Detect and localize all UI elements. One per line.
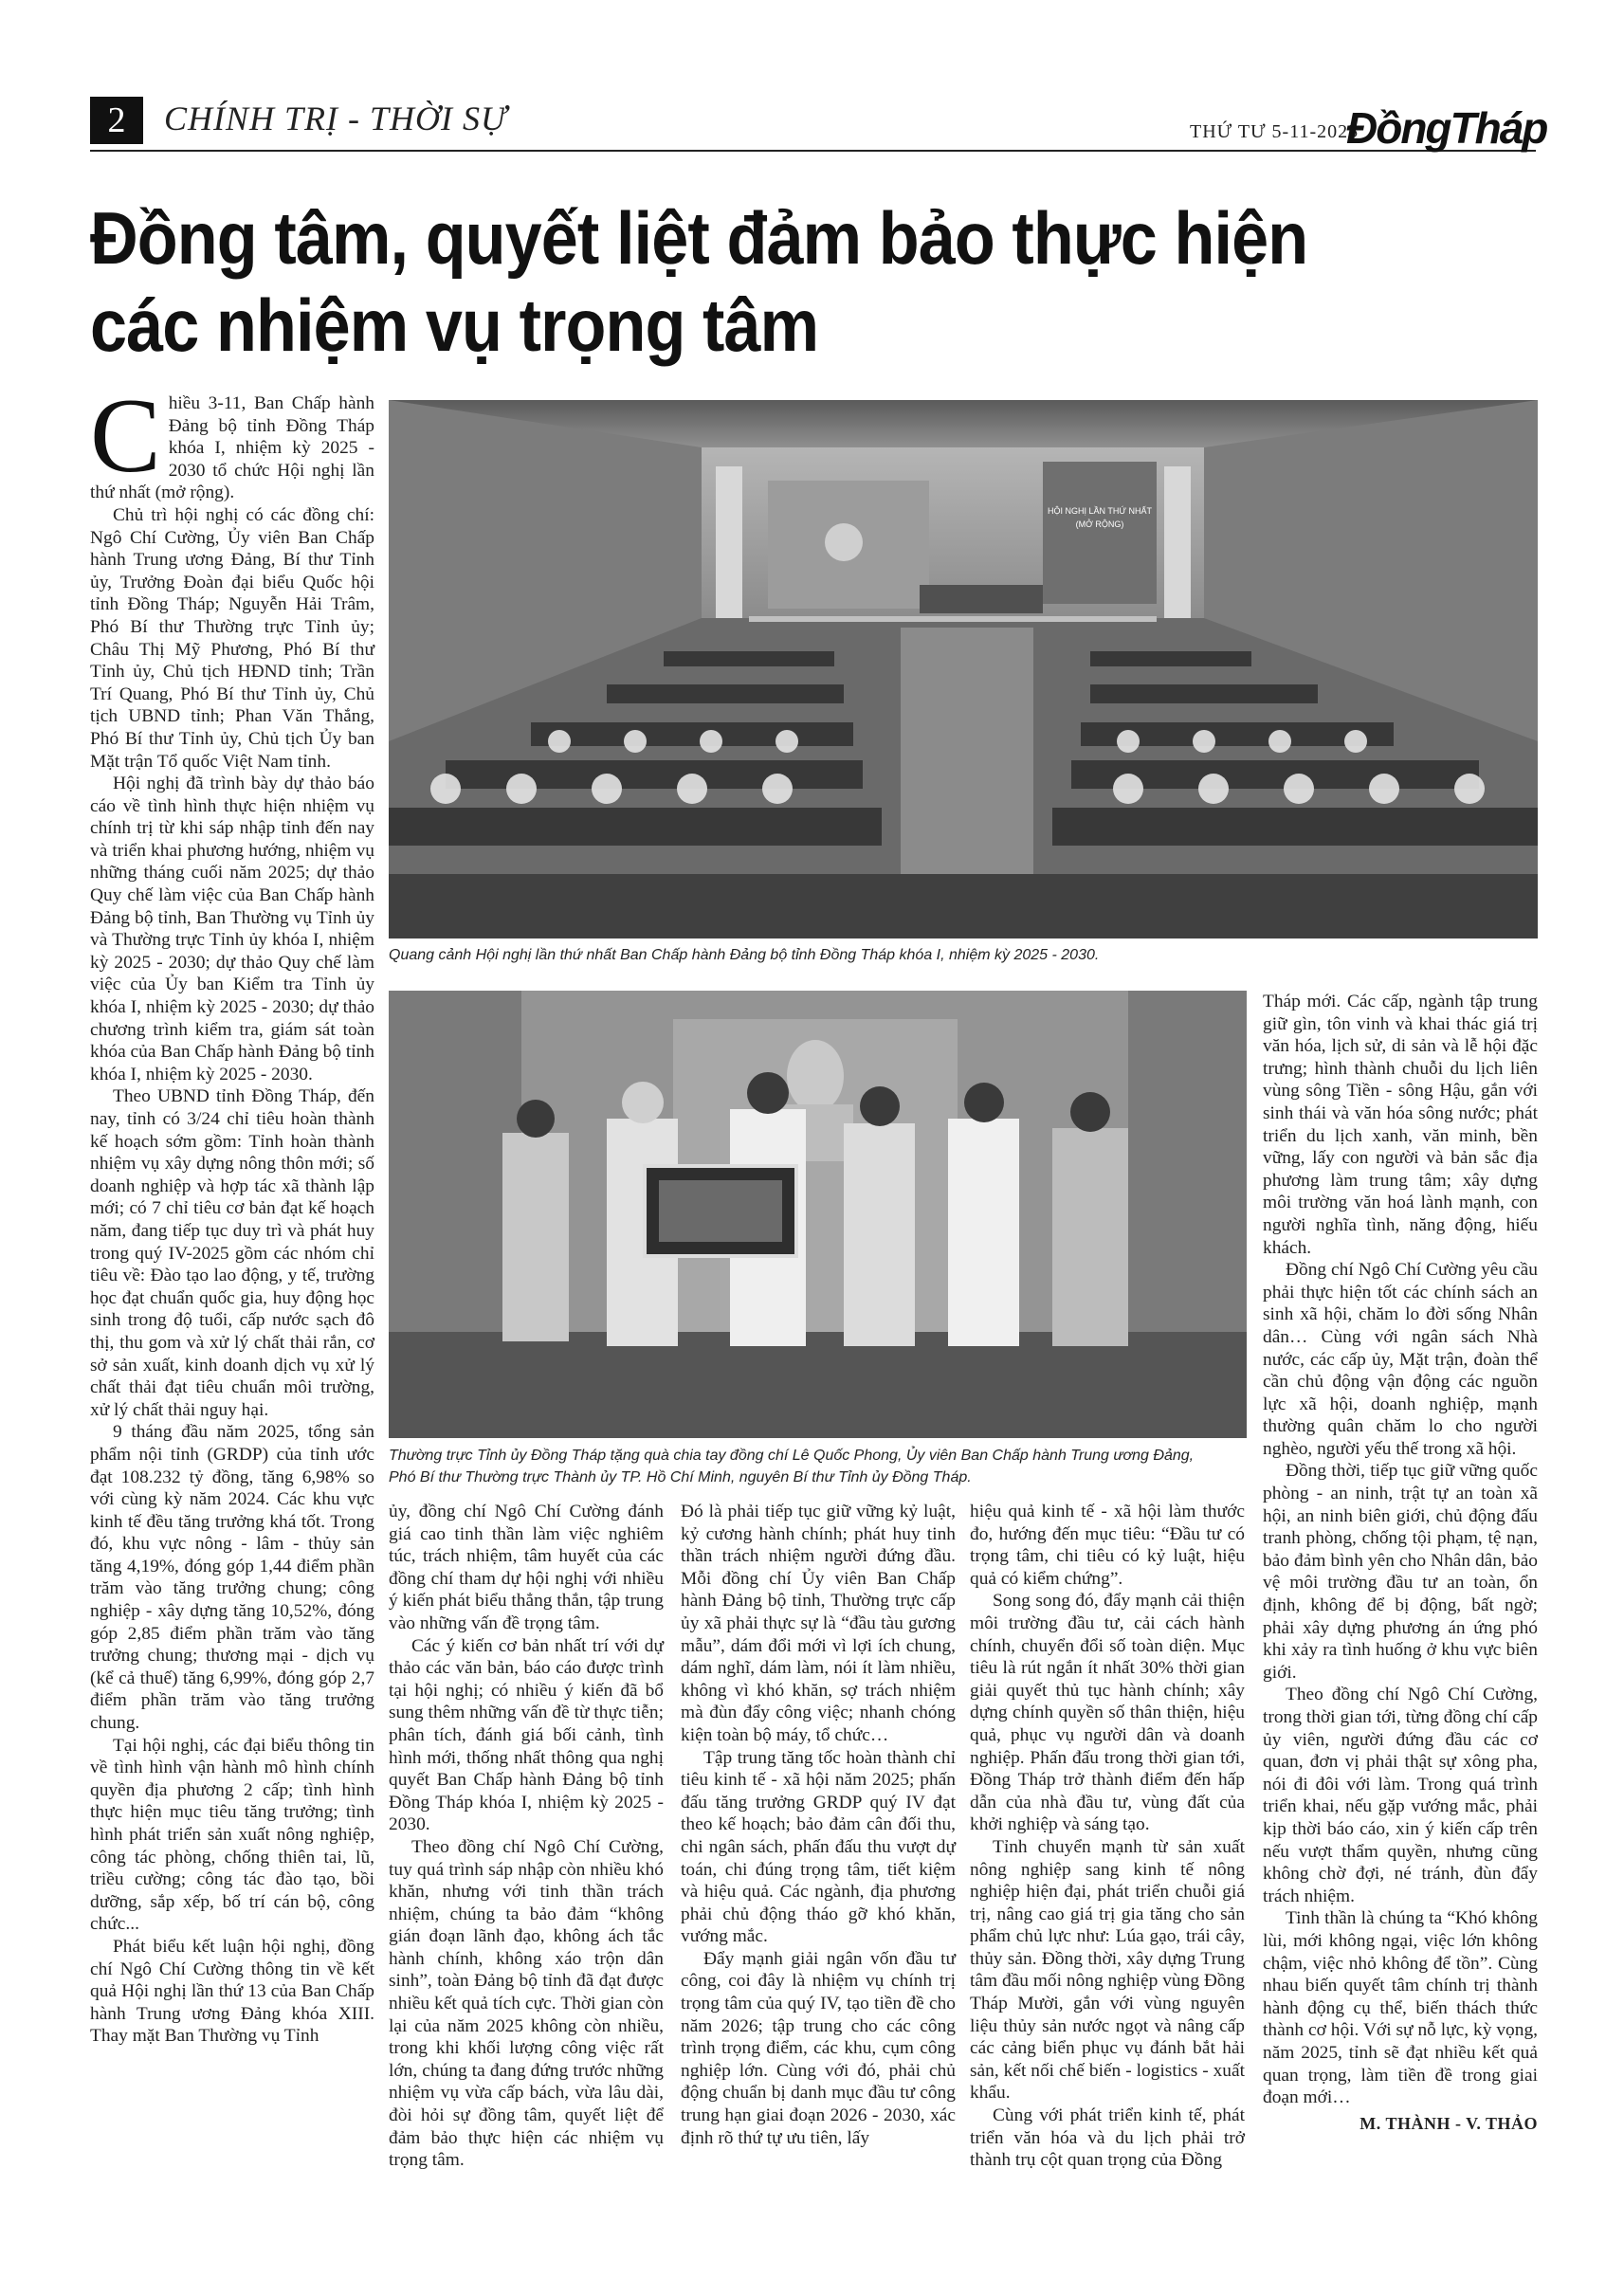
gift-presentation-image — [389, 991, 1247, 1438]
lead-text: hiều 3-11, Ban Chấp hành Đảng bộ tỉnh Đồng Tháp khóa I, nhiệm kỳ 2025 - 2030 tổ chức Hội nghị lần thứ nhất (mở rộng). — [90, 393, 374, 503]
gift-caption-line-1: Thường trực Tỉnh ủy Đồng Tháp tặng quà chia tay đồng chí Lê Quốc Phong, Ủy viên Ban Chấp hành Trung ương Đảng, — [389, 1448, 1195, 1464]
paragraph: Phát biểu kết luận hội nghị, đồng chí Ngô Chí Cường thông tin về kết quả Hội nghị lần thứ 13 của Ban Chấp hành Trung ương Đảng khóa XIII. Thay mặt Ban Thường vụ Tỉnh — [90, 1936, 374, 2047]
conference-photo-caption: Quang cảnh Hội nghị lần thứ nhất Ban Chấp hành Đảng bộ tỉnh Đồng Tháp khóa I, nhiệm kỳ 2025 - 2030. — [389, 947, 1100, 963]
paragraph: hiệu quả kinh tế - xã hội làm thước đo, hướng đến mục tiêu: “Đầu tư có trọng tâm, chi tiêu có kỷ luật, hiệu quả có kiểm chứng”. — [970, 1502, 1245, 1589]
paragraph: Chủ trì hội nghị có các đồng chí: Ngô Chí Cường, Ủy viên Ban Chấp hành Trung ương Đảng, Bí thư Tỉnh ủy, Trưởng Đoàn đại biểu Quốc hội tỉnh Đồng Tháp; Nguyễn Hải Trâm, Phó Bí thư Thường trực Tỉnh ủy; Châu Thị Mỹ Phương, Phó Bí thư Tỉnh ủy, Chủ tịch HĐND tỉnh; Trần Trí Quang, Phó Bí thư Tỉnh ủy, Chủ tịch UBND tỉnh; Phan Văn Thắng, Phó Bí thư Tỉnh ủy, Chủ tịch Ủy ban Mặt trận Tổ quốc Việt Nam tỉnh. — [90, 504, 374, 772]
page-header — [90, 95, 1547, 153]
article-column-2 — [389, 1501, 664, 2172]
paragraph: Theo UBND tỉnh Đồng Tháp, đến nay, tỉnh có 3/24 chỉ tiêu hoàn thành kế hoạch sớm gồm: Tỉnh hoàn thành nhiệm vụ xây dựng nông thôn mới; số doanh nghiệp và hợp tác xã thành lập mới; có 7 chỉ tiêu cơ bản đạt kế hoạch năm, đang tiếp tục duy trì và phát huy trong quý IV-2025 gồm các nhóm chỉ tiêu về: Đào tạo lao động, y tế, trường học đạt chuẩn quốc gia, huy động học sinh trong độ tuổi, cấp nước sạch đô thị, thu gom và xử lý chất thải rắn, cơ sở sản xuất, kinh doanh dịch vụ xử lý chất thải đạt tiêu chuẩn môi trường, xử lý chất thải nguy hại. — [90, 1086, 374, 1420]
paragraph: Tại hội nghị, các đại biểu thông tin về tình hình vận hành mô hình chính quyền địa phương 2 cấp; tình hình thực hiện mục tiêu tăng trưởng; tình hình phát triển sản xuất nông nghiệp, công tác phòng, chống thiên tai, lũ, triều cường; công tác đào tạo, bồi dưỡng, sắp xếp, bố trí cán bộ, công chức... — [90, 1735, 374, 1935]
paragraph: Đó là phải tiếp tục giữ vững kỷ luật, kỷ cương hành chính; phát huy tinh thần trách nhiệm người đứng đầu. Mỗi đồng chí Ủy viên Ban Chấp hành Đảng bộ tỉnh, Thường trực cấp ủy xã phải thực sự là “đầu tàu gương mẫu”, dám đổi mới vì lợi ích chung, dám nghĩ, dám làm, nói ít làm nhiều, không vì khó khăn, sợ trách nhiệm mà đùn đẩy công việc; nhanh chóng kiện toàn bộ máy, tổ chức… — [681, 1502, 956, 1745]
gift-photo-caption — [389, 1445, 1247, 1488]
paragraph: 9 tháng đầu năm 2025, tổng sản phẩm nội tỉnh (GRDP) của tỉnh ước đạt 108.232 tỷ đồng, tăng 6,98% so với cùng kỳ năm 2024. Các khu vực kinh tế đều tăng trưởng khá tốt. Trong đó, khu vực nông - lâm - thủy sản tăng 4,19%, đóng góp 1,44 điểm phần trăm vào tăng trưởng chung; công nghiệp - xây dựng tăng 10,52%, đóng góp 2,85 điểm phần trăm vào tăng trưởng chung; thương mại - dịch vụ (kể cả thuế) tăng 6,99%, đóng góp 2,7 điểm phần trăm vào tăng trưởng chung. — [90, 1422, 374, 1734]
section-name: CHÍNH TRỊ - THỜI SỰ — [164, 100, 508, 137]
paragraph: Cùng với phát triển kinh tế, phát triển văn hóa và du lịch phải trở thành trụ cột quan trọng của Đồng — [970, 2105, 1245, 2171]
paragraph: Các ý kiến cơ bản nhất trí với dự thảo các văn bản, báo cáo được trình tại hội nghị; có nhiều ý kiến đã bổ sung thêm những vấn đề từ thực tiễn; phân tích, đánh giá bối cảnh, tình hình mới, thống nhất thông qua nghị quyết Ban Chấp hành Đảng bộ tỉnh Đồng Tháp khóa I, nhiệm kỳ 2025 - 2030. — [389, 1635, 664, 1835]
article-column-1 — [90, 377, 374, 2048]
headline-line-1: Đồng tâm, quyết liệt đảm bảo thực hiện — [90, 196, 1308, 280]
author-byline: M. THÀNH - V. THẢO — [1359, 2113, 1538, 2133]
paragraph: ủy, đồng chí Ngô Chí Cường đánh giá cao tinh thần làm việc nghiêm túc, trách nhiệm, tâm huyết của các đồng chí tham dự hội nghị với nhiều ý kiến phát biểu thẳng thắn, tập trung vào những vấn đề trọng tâm. — [389, 1502, 664, 1633]
paragraph: Theo đồng chí Ngô Chí Cường, tuy quá trình sáp nhập còn nhiều khó khăn, nhưng với tinh thần trách nhiệm, chúng ta bảo đảm “không gián đoạn lãnh đạo, không ách tắc hành chính, không xáo trộn dân sinh”, toàn Đảng bộ tỉnh đã đạt được nhiều kết quả tích cực. Thời gian còn lại của năm 2025 không còn nhiều, trong khi khối lượng công việc rất lớn, chúng ta đang đứng trước những nhiệm vụ vừa cấp bách, vừa lâu dài, đòi hỏi sự đồng tâm, quyết liệt để đảm bảo thực hiện các nhiệm vụ trọng tâm. — [389, 1836, 664, 2171]
gift-presentation-photo — [389, 991, 1247, 1438]
gift-caption-line-2: Phó Bí thư Thường trực Thành ủy TP. Hồ Chí Minh, nguyên Bí thư Tỉnh ủy Đồng Tháp. — [389, 1469, 972, 1485]
paragraph: Tinh thần là chúng ta “Khó không lùi, mới không ngại, việc lớn không chậm, việc nhỏ không để tồn”. Cùng nhau biến quyết tâm chính trị thành hành động cụ thể, biến thách thức thành cơ hội. Với sự nỗ lực, kỳ vọng, năm 2025, tỉnh sẽ đạt nhiều kết quả quan trọng, làm tiền đề trong giai đoạn mới… — [1263, 1908, 1538, 2108]
hall-banner-line-2: (MỞ RỘNG) — [1075, 519, 1124, 529]
article-column-3 — [681, 1501, 956, 2149]
headline-line-2: các nhiệm vụ trọng tâm — [90, 283, 819, 367]
paragraph: Đẩy mạnh giải ngân vốn đầu tư công, coi đây là nhiệm vụ chính trị trọng tâm của quý IV, tạo tiền đề cho năm 2026; tập trung cho các công trình trọng điểm, các khu, cụm công nghiệp lớn. Cùng với đó, phải chủ động chuẩn bị danh mục đầu tư công trung hạn giai đoạn 2026 - 2030, xác định rõ thứ tự ưu tiên, lấy — [681, 1948, 956, 2148]
drop-cap: C — [90, 377, 161, 495]
headline — [90, 194, 1396, 369]
page-number: 2 — [90, 97, 143, 144]
paragraph: Đồng thời, tiếp tục giữ vững quốc phòng - an ninh, trật tự an toàn xã hội, an ninh biên giới, chủ động đấu tranh phòng, chống tội phạm, tệ nạn, bảo đảm bình yên cho Nhân dân, bảo vệ môi trường đầu tư an toàn, ổn định, không để bị động, bất ngờ; phải xây dựng phương án ứng phó khi xảy ra tình huống ở khu vực biên giới. — [1263, 1461, 1538, 1683]
paragraph: Tỉnh chuyển mạnh từ sản xuất nông nghiệp sang kinh tế nông nghiệp hiện đại, phát triển chuỗi giá trị, nâng cao giá trị gia tăng cho sản phẩm chủ lực như: Lúa gạo, trái cây, thủy sản. Đồng thời, xây dựng Trung tâm đầu mối nông nghiệp vùng Đồng Tháp Mười, gắn với vùng nguyên liệu thủy sản nước ngọt và nâng cấp các cảng biển phục vụ đánh bắt hải sản, kết nối chế biến - logistics - xuất khẩu. — [970, 1836, 1245, 2104]
paragraph: Hội nghị đã trình bày dự thảo báo cáo về tình hình thực hiện nhiệm vụ chính trị từ khi sáp nhập tỉnh đến nay và triển khai phương hướng, nhiệm vụ những tháng cuối năm 2025; dự thảo Quy chế làm việc của Ban Chấp hành Đảng bộ tỉnh, Ban Thường vụ Tỉnh ủy và Thường trực Tỉnh ủy khóa I, nhiệm kỳ 2025 - 2030; dự thảo Quy chế làm việc của Ủy ban Kiểm tra Tỉnh ủy khóa I, nhiệm kỳ 2025 - 2030; dự thảo chương trình kiểm tra, giám sát toàn khóa của Ban Chấp hành Đảng bộ tỉnh khóa I, nhiệm kỳ 2025 - 2030. — [90, 774, 374, 1084]
conference-hall-image — [389, 400, 1538, 938]
hall-banner-line-1: HỘI NGHỊ LẦN THỨ NHẤT — [1047, 506, 1153, 516]
paragraph: Tháp mới. Các cấp, ngành tập trung giữ gìn, tôn vinh và khai thác giá trị văn hóa, lịch sử, di sản và lễ hội đặc trưng; hình thành chuỗi du lịch liên vùng sông Tiền - sông Hậu, gắn với sinh thái và văn hóa sông nước; phát triển du lịch xanh, văn minh, bền vững, lấy con người và bản sắc địa phương làm trung tâm; xây dựng môi trường văn hoá lành mạnh, con người nghĩa tình, năng động, hiếu khách. — [1263, 992, 1538, 1258]
paragraph: Tập trung tăng tốc hoàn thành chỉ tiêu kinh tế - xã hội năm 2025; phấn đấu tăng trưởng GRDP quý IV đạt theo kế hoạch; bảo đảm cân đối thu, chi ngân sách, phấn đấu thu vượt dự toán, chi đúng trọng tâm, tiết kiệm và hiệu quả. Các ngành, địa phương phải chủ động tháo gỡ khó khăn, vướng mắc. — [681, 1747, 956, 1947]
paragraph: Theo đồng chí Ngô Chí Cường, trong thời gian tới, từng đồng chí cấp ủy viên, người đứng đầu các cơ quan, đơn vị phải thật sự xông pha, nói đi đôi với làm. Trong quá trình triển khai, nếu gặp vướng mắc, phải kịp thời báo cáo, xin ý kiến cấp trên nếu vượt thẩm quyền, nhưng cũng không chờ đợi, né tránh, đùn đẩy trách nhiệm. — [1263, 1685, 1538, 1906]
masthead-logo: ĐồngTháp — [1346, 103, 1547, 153]
lead-paragraph — [90, 377, 374, 504]
issue-date: THỨ TƯ 5-11-2025 — [1190, 121, 1359, 142]
article-column-4 — [970, 1501, 1245, 2172]
conference-hall-photo — [389, 400, 1538, 938]
article-column-5 — [1263, 991, 1538, 2135]
paragraph: Đồng chí Ngô Chí Cường yêu cầu phải thực hiện tốt các chính sách an sinh xã hội, chăm lo đời sống Nhân dân… Cùng với ngân sách Nhà nước, các cấp ủy, Mặt trận, đoàn thể cần chủ động vận động các nguồn lực xã hội, doanh nghiệp, mạnh thường quân chăm lo cho người nghèo, người yếu thế trong xã hội. — [1263, 1260, 1538, 1459]
paragraph: Song song đó, đẩy mạnh cải thiện môi trường đầu tư, cải cách hành chính, chuyển đổi số toàn diện. Mục tiêu là rút ngắn ít nhất 30% thời gian giải quyết thủ tục hành chính; xây dựng chính quyền số thân thiện, hiệu quả, phục vụ người dân và doanh nghiệp. Phấn đấu trong thời gian tới, Đồng Tháp trở thành điểm đến hấp dẫn của nhà đầu tư, vùng đất của khởi nghiệp và sáng tạo. — [970, 1591, 1245, 1835]
